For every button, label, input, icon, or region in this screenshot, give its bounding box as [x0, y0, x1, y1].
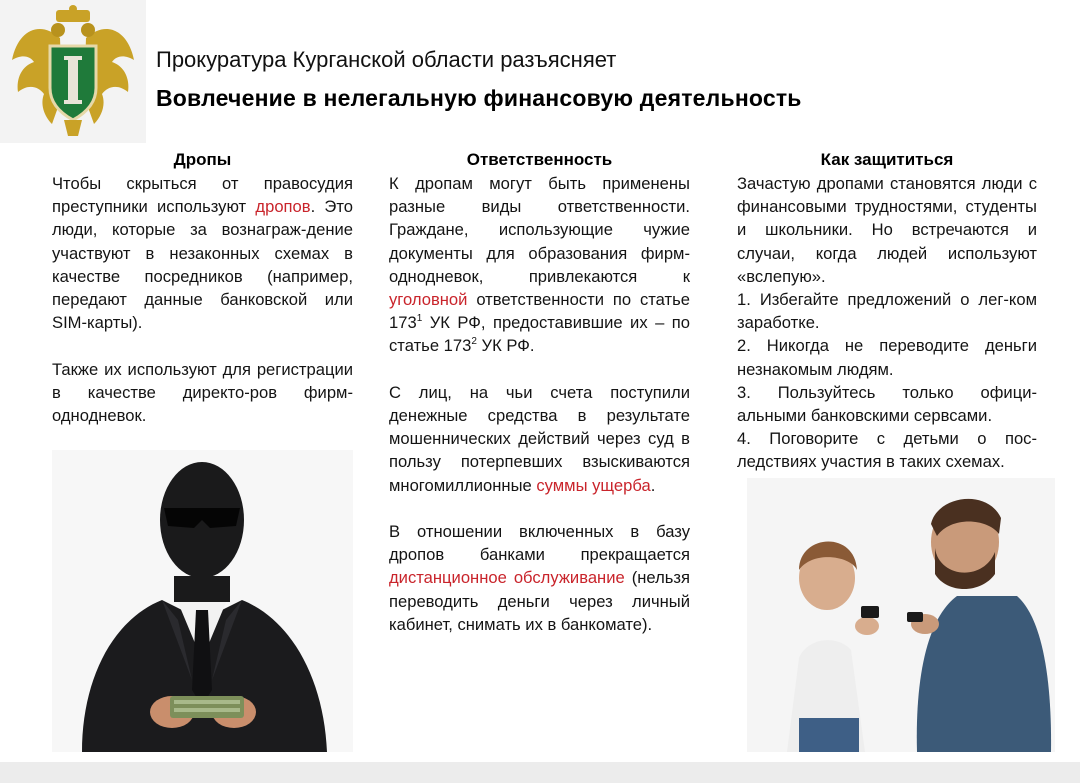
highlight-text: уголовной [389, 290, 468, 310]
list-item: 1. Избегайте предложений о лег-ком заработке. [737, 290, 1037, 333]
column-heading-protection: Как защититься [820, 150, 954, 169]
column-responsibility [389, 148, 690, 636]
masked-man-illustration [52, 450, 353, 752]
page-title: Вовлечение в нелегальную финансовую деятельность [156, 85, 802, 111]
paragraph: В отношении включенных в базу дропов банками прекращается дистанционное обслуживание (нельзя переводить деньги через личный кабинет, снимать их в банкомате). [389, 522, 690, 634]
paragraph: К дропам могут быть применены разные виды ответственности. Граждане, использующие чужие документы для образования фирм-однодневок, привлекаются к уголовной ответственности по статье $173^1$ УК РФ, предоставившие их – по статье $173^2$ УК РФ. [389, 174, 690, 356]
list-item: 4. Поговорите с детьми о пос-ледствиях участия в таких схемах. [737, 429, 1037, 472]
list-item: 2. Никогда не переводите деньги незнакомым людям. [737, 336, 1037, 379]
paragraph: Зачастую дропами становятся люди с финансовыми трудностями, студенты и школьники. Но встречаются и случаи, когда людей используют «вслепую». [737, 174, 1037, 286]
prosecutor-emblem-logo [0, 0, 146, 143]
highlight-text: суммы ущерба [536, 475, 651, 495]
list-item: 3. Пользуйтесь только офици-альными банковскими сервсами. [737, 382, 1037, 426]
column-protection [737, 148, 1037, 474]
column-body-drops [52, 172, 353, 427]
paragraph: Чтобы скрыться от правосудия преступники используют дропов. Это люди, которые за вознаграж-дение участвуют в незаконных схемах в качестве посредников (например, передают данные банковской или SIM-карты). [52, 174, 353, 333]
highlight-text: дистанционное обслуживание [389, 568, 625, 588]
paragraph: С лиц, на чьи счета поступили денежные средства в результате мошеннических действий через суд в пользу потерпевших взыскиваются многомиллионные суммы ущерба. [389, 382, 690, 495]
column-heading-drops: Дропы [173, 150, 232, 169]
page-subtitle: Прокуратура Курганской области разъясняет [156, 47, 617, 72]
father-child-illustration [747, 478, 1055, 752]
column-body-protection [737, 172, 1037, 474]
column-heading-responsibility: Ответственность [466, 150, 613, 169]
masked-man-photo [52, 450, 353, 752]
paragraph: Также их используют для регистрации в качестве директо-ров фирм-однодневок. [52, 359, 353, 426]
bottom-strip [0, 762, 1080, 783]
highlight-text: дропов [255, 197, 311, 217]
column-drops [52, 148, 353, 427]
father-child-phones-photo [747, 478, 1055, 752]
prosecutor-emblem-icon [0, 0, 146, 143]
column-body-responsibility [389, 172, 690, 636]
